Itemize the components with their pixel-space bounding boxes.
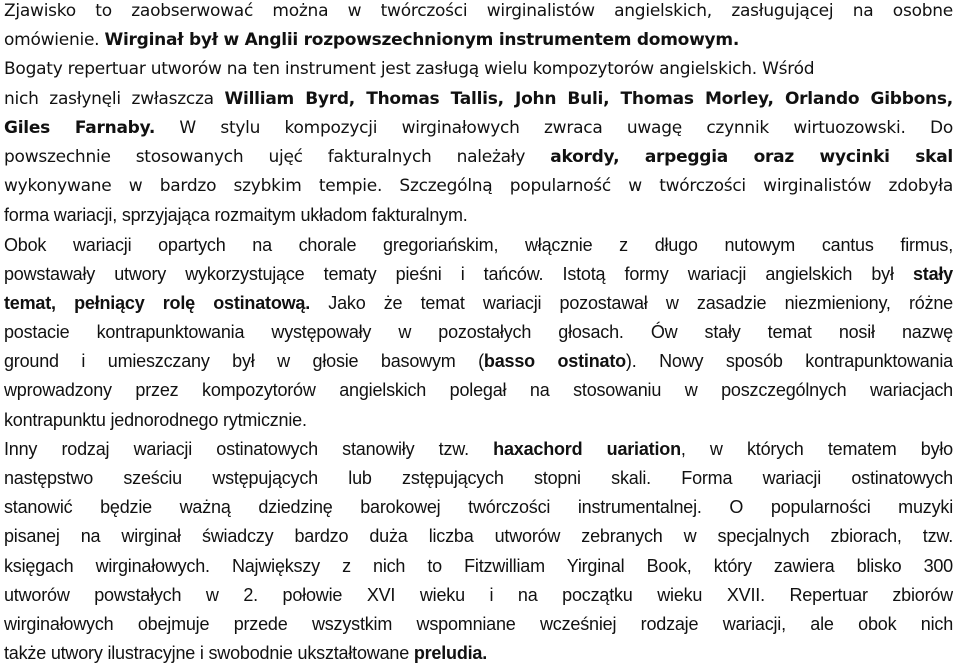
text-line xyxy=(4,435,953,464)
text-line xyxy=(4,114,953,143)
text-line xyxy=(4,318,953,347)
text-run: ). Nowy sposób kontrapunktowania xyxy=(625,351,953,372)
text-line xyxy=(4,231,953,260)
text-run: wprowadzony przez kompozytorów angielskich polegał na stosowaniu w poszczególnych wariacjach xyxy=(4,380,953,401)
body-text xyxy=(4,0,953,668)
text-run: Jako że temat wariacji pozostawał w zasadzie niezmieniony, różne xyxy=(310,292,953,313)
text-line xyxy=(4,201,953,230)
text-run: wirginałowych obejmuje przede wszystkim wspomniane wcześniej rodzaje wariacji, ale obok nich xyxy=(4,613,953,634)
text-run: Szczególną popularność w twórczości wirginalistów zdobyła xyxy=(382,176,953,197)
text-line xyxy=(4,143,953,172)
text-run: Bogaty repertuar utworów na ten instrument jest zasługą wielu kompozytorów angielskich. Wśród xyxy=(4,59,815,80)
text-run: utworów powstałych w 2. połowie XVI wieku i na początku wieku XVII. Repertuar zbiorów xyxy=(4,584,953,605)
text-line xyxy=(4,493,953,522)
text-line xyxy=(4,0,953,26)
bold-text-run: Wirginał był w Anglii rozpowszechnionym instrumentem domowym. xyxy=(104,30,740,51)
text-line xyxy=(4,347,953,376)
bold-text-run: akordy, arpeggia oraz wycinki skal xyxy=(550,146,953,167)
text-line xyxy=(4,639,953,668)
text-line xyxy=(4,260,953,289)
text-run: kontrapunktu jednorodnego rytmicznie. xyxy=(4,409,307,430)
text-run: Zjawisko to zaobserwować można w twórczości wirginalistów angielskich, zasługującej na osobne xyxy=(4,1,953,21)
text-run: następstwo sześciu wstępujących lub zstępujących stopni skali. Forma wariacji ostinatowych xyxy=(4,468,953,488)
text-line xyxy=(4,406,953,435)
text-run: powstawały utwory wykorzystujące tematy pieśni i tańców. Istotą formy wariacji angielskich był xyxy=(4,263,913,284)
text-line xyxy=(4,26,953,55)
text-run: , w których tematem było xyxy=(680,438,953,459)
text-line xyxy=(4,610,953,639)
text-line xyxy=(4,172,953,201)
text-run: postacie kontrapunktowania występowały w pozostałych głosach. Ów stały temat nosił nazwę xyxy=(4,322,953,343)
text-run: ground i umieszczany był w głosie basowym ( xyxy=(4,351,484,372)
text-line xyxy=(4,552,953,581)
text-run: forma wariacji, sprzyjająca rozmaitym układom fakturalnym. xyxy=(4,205,468,226)
text-line xyxy=(4,522,953,551)
text-run: Obok wariacji opartych na chorale gregoriańskim, włącznie z długo nutowym cantus firmus, xyxy=(4,234,953,255)
text-run: także utwory ilustracyjne i swobodnie ukształtowane xyxy=(4,643,414,664)
text-line xyxy=(4,289,953,318)
bold-text-run: William Byrd, Thomas Tallis, John Buli, Thomas Morley, Orlando Gibbons, xyxy=(224,88,953,109)
text-run: pisanej na wirginał świadczy bardzo duża liczba utworów zebranych w specjalnych zbiorach, tzw. xyxy=(4,526,953,547)
text-run: powszechnie stosowanych ujęć fakturalnych należały xyxy=(4,146,551,167)
bold-text-run: basso ostinato xyxy=(483,351,626,372)
text-run: W stylu kompozycji wirginałowych zwraca uwagę czynnik wirtuozowski. Do xyxy=(155,117,953,138)
text-run: nich zasłynęli zwłaszcza xyxy=(4,88,225,109)
bold-text-run: stały xyxy=(912,263,953,284)
bold-text-run: haxachord uariation xyxy=(493,438,681,459)
text-line xyxy=(4,55,953,84)
text-line xyxy=(4,581,953,610)
text-run: wykonywane w bardzo szybkim tempie. xyxy=(4,176,383,197)
text-line xyxy=(4,85,953,114)
text-run: stanowić będzie ważną dziedzinę barokowej twórczości instrumentalnej. O popularności muzyki xyxy=(4,497,953,518)
text-line xyxy=(4,376,953,405)
text-run: omówienie. xyxy=(4,30,105,51)
bold-text-run: preludia. xyxy=(413,643,488,664)
text-run: Inny rodzaj wariacji ostinatowych stanowiły tzw. xyxy=(4,438,494,459)
text-line xyxy=(4,464,953,493)
text-run: księgach wirginałowych. Największy z nich to Fitzwilliam Yirginal Book, który zawiera blisko 300 xyxy=(4,555,953,576)
bold-text-run: Giles Farnaby. xyxy=(4,117,156,138)
bold-text-run: temat, pełniący rolę ostinatową. xyxy=(4,292,311,313)
